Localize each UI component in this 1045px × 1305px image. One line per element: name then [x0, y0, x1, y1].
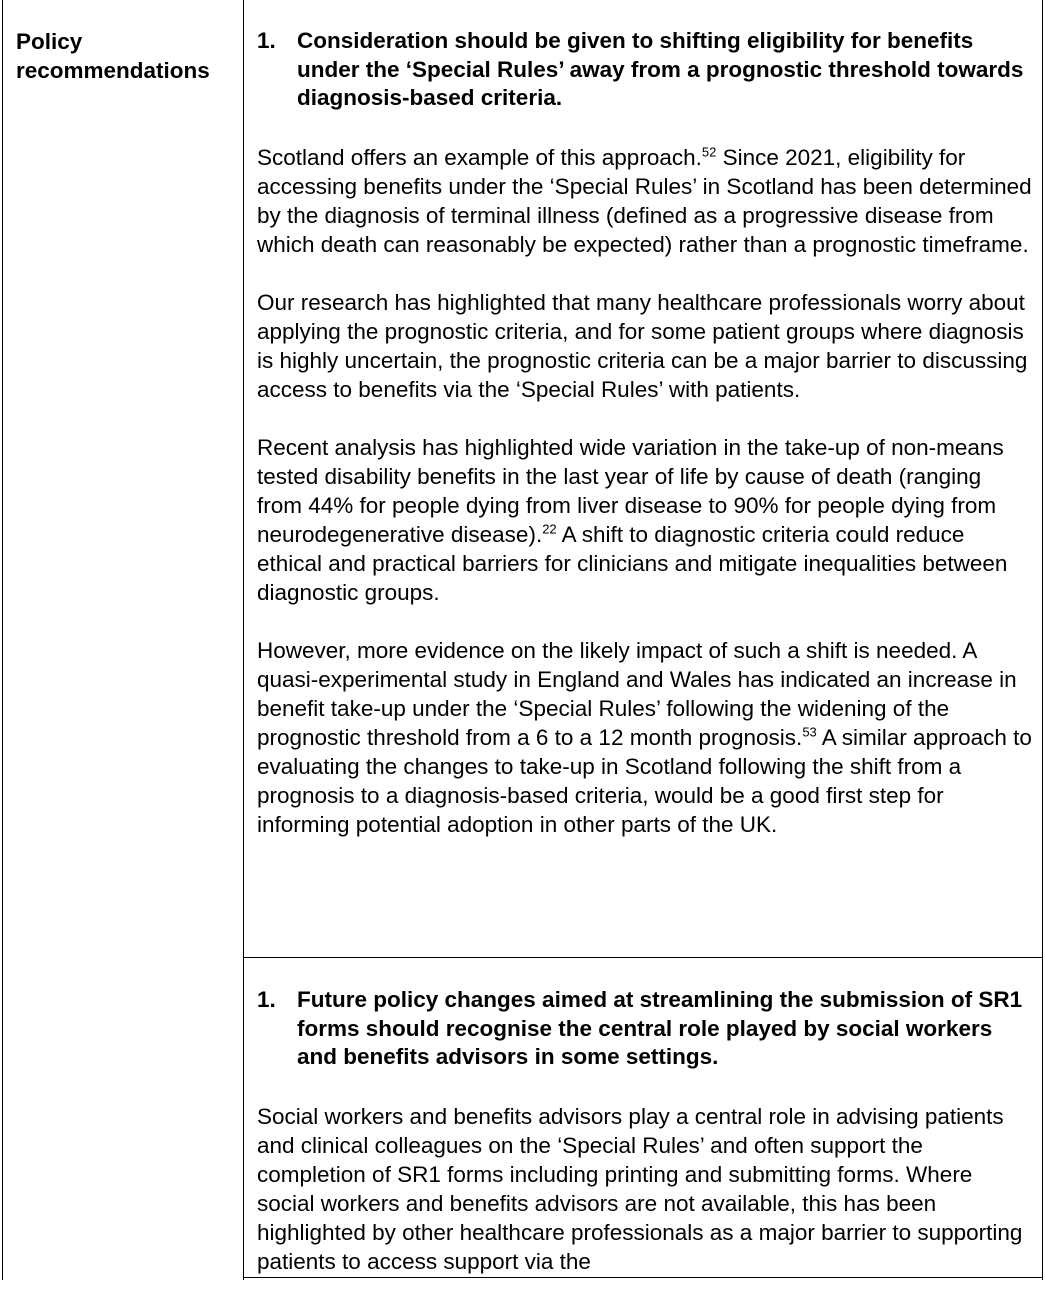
table-border-left	[2, 0, 3, 1280]
table-row-divider	[243, 957, 1043, 958]
paragraph-text: Scotland offers an example of this approach.	[257, 144, 702, 170]
paragraph-text: A shift to diagnostic criteria could reduce ethical and practical barriers for clinicians and mitigate inequalities between diagnostic groups.	[257, 521, 1008, 605]
table-column-divider	[243, 0, 244, 1280]
footnote-ref: 52	[701, 144, 717, 159]
recommendation-heading-text-1: Consideration should be given to shifting eligibility for benefits under the ‘Special Rules’ away from a prognostic threshold towards diagnosis-based criteria.	[297, 28, 1024, 110]
paragraph-recent-analysis	[257, 433, 1032, 607]
row-label-policy-recommendations: Policy recommendations	[16, 29, 210, 83]
paragraph-social-workers: Social workers and benefits advisors play a central role in advising patients and clinical colleagues on the ‘Special Rules’ and often support the completion of SR1 forms including printing and submitting forms. Where social workers and benefits advisors are not available, this has been highlighted by other healthcare professionals as a major barrier to supporting patients to access support via the	[257, 1103, 1023, 1274]
table-border-right	[1042, 0, 1043, 1280]
footnote-ref: 53	[802, 724, 817, 739]
recommendation-number-2: 1.	[257, 987, 276, 1012]
footnote-ref: 22	[542, 521, 557, 536]
paragraph-text: A similar approach to evaluating the changes to take-up in Scotland following the shift from a prognosis to a diagnosis-based criteria, would be a good first step for informing potential adoption in other parts of the UK.	[257, 724, 1032, 837]
paragraph-research-highlight: Our research has highlighted that many healthcare professionals worry about applying the prognostic criteria, and for some patient groups where diagnosis is highly uncertain, the prognostic criteria can be a major barrier to discussing access to benefits via the ‘Special Rules’ with patients.	[257, 289, 1028, 402]
paragraph-more-evidence	[257, 636, 1032, 839]
recommendation-number-1: 1.	[257, 28, 276, 53]
recommendation-cell-1	[257, 27, 1032, 868]
recommendation-heading-2	[257, 986, 1032, 1072]
recommendation-heading-1	[257, 27, 1032, 113]
recommendation-heading-text-2: Future policy changes aimed at streamlining the submission of SR1 forms should recognise the central role played by social workers and benefits advisors in some settings.	[297, 987, 1023, 1069]
recommendation-cell-2	[257, 986, 1032, 1305]
paragraph-scotland-example	[257, 143, 1032, 259]
paragraph-text: However, more evidence on the likely impact of such a shift is needed. A quasi-experimental study in England and Wales has indicated an increase in benefit take-up under the ‘Special Rules’ following the widening of the prognostic threshold from a 6 to a 12 month prognosis.	[257, 637, 1017, 750]
paragraph-text: Recent analysis has highlighted wide variation in the take-up of non-means tested disability benefits in the last year of life by cause of death (ranging from 44% for people dying from liver disease to 90% for people dying from neurodegenerative disease).	[257, 434, 1004, 547]
paragraph-text: Since 2021, eligibility for accessing benefits under the ‘Special Rules’ in Scotland has been determined by the diagnosis of terminal illness (defined as a progressive disease from which death can reasonably be expected) rather than a prognostic timeframe.	[257, 144, 1032, 257]
